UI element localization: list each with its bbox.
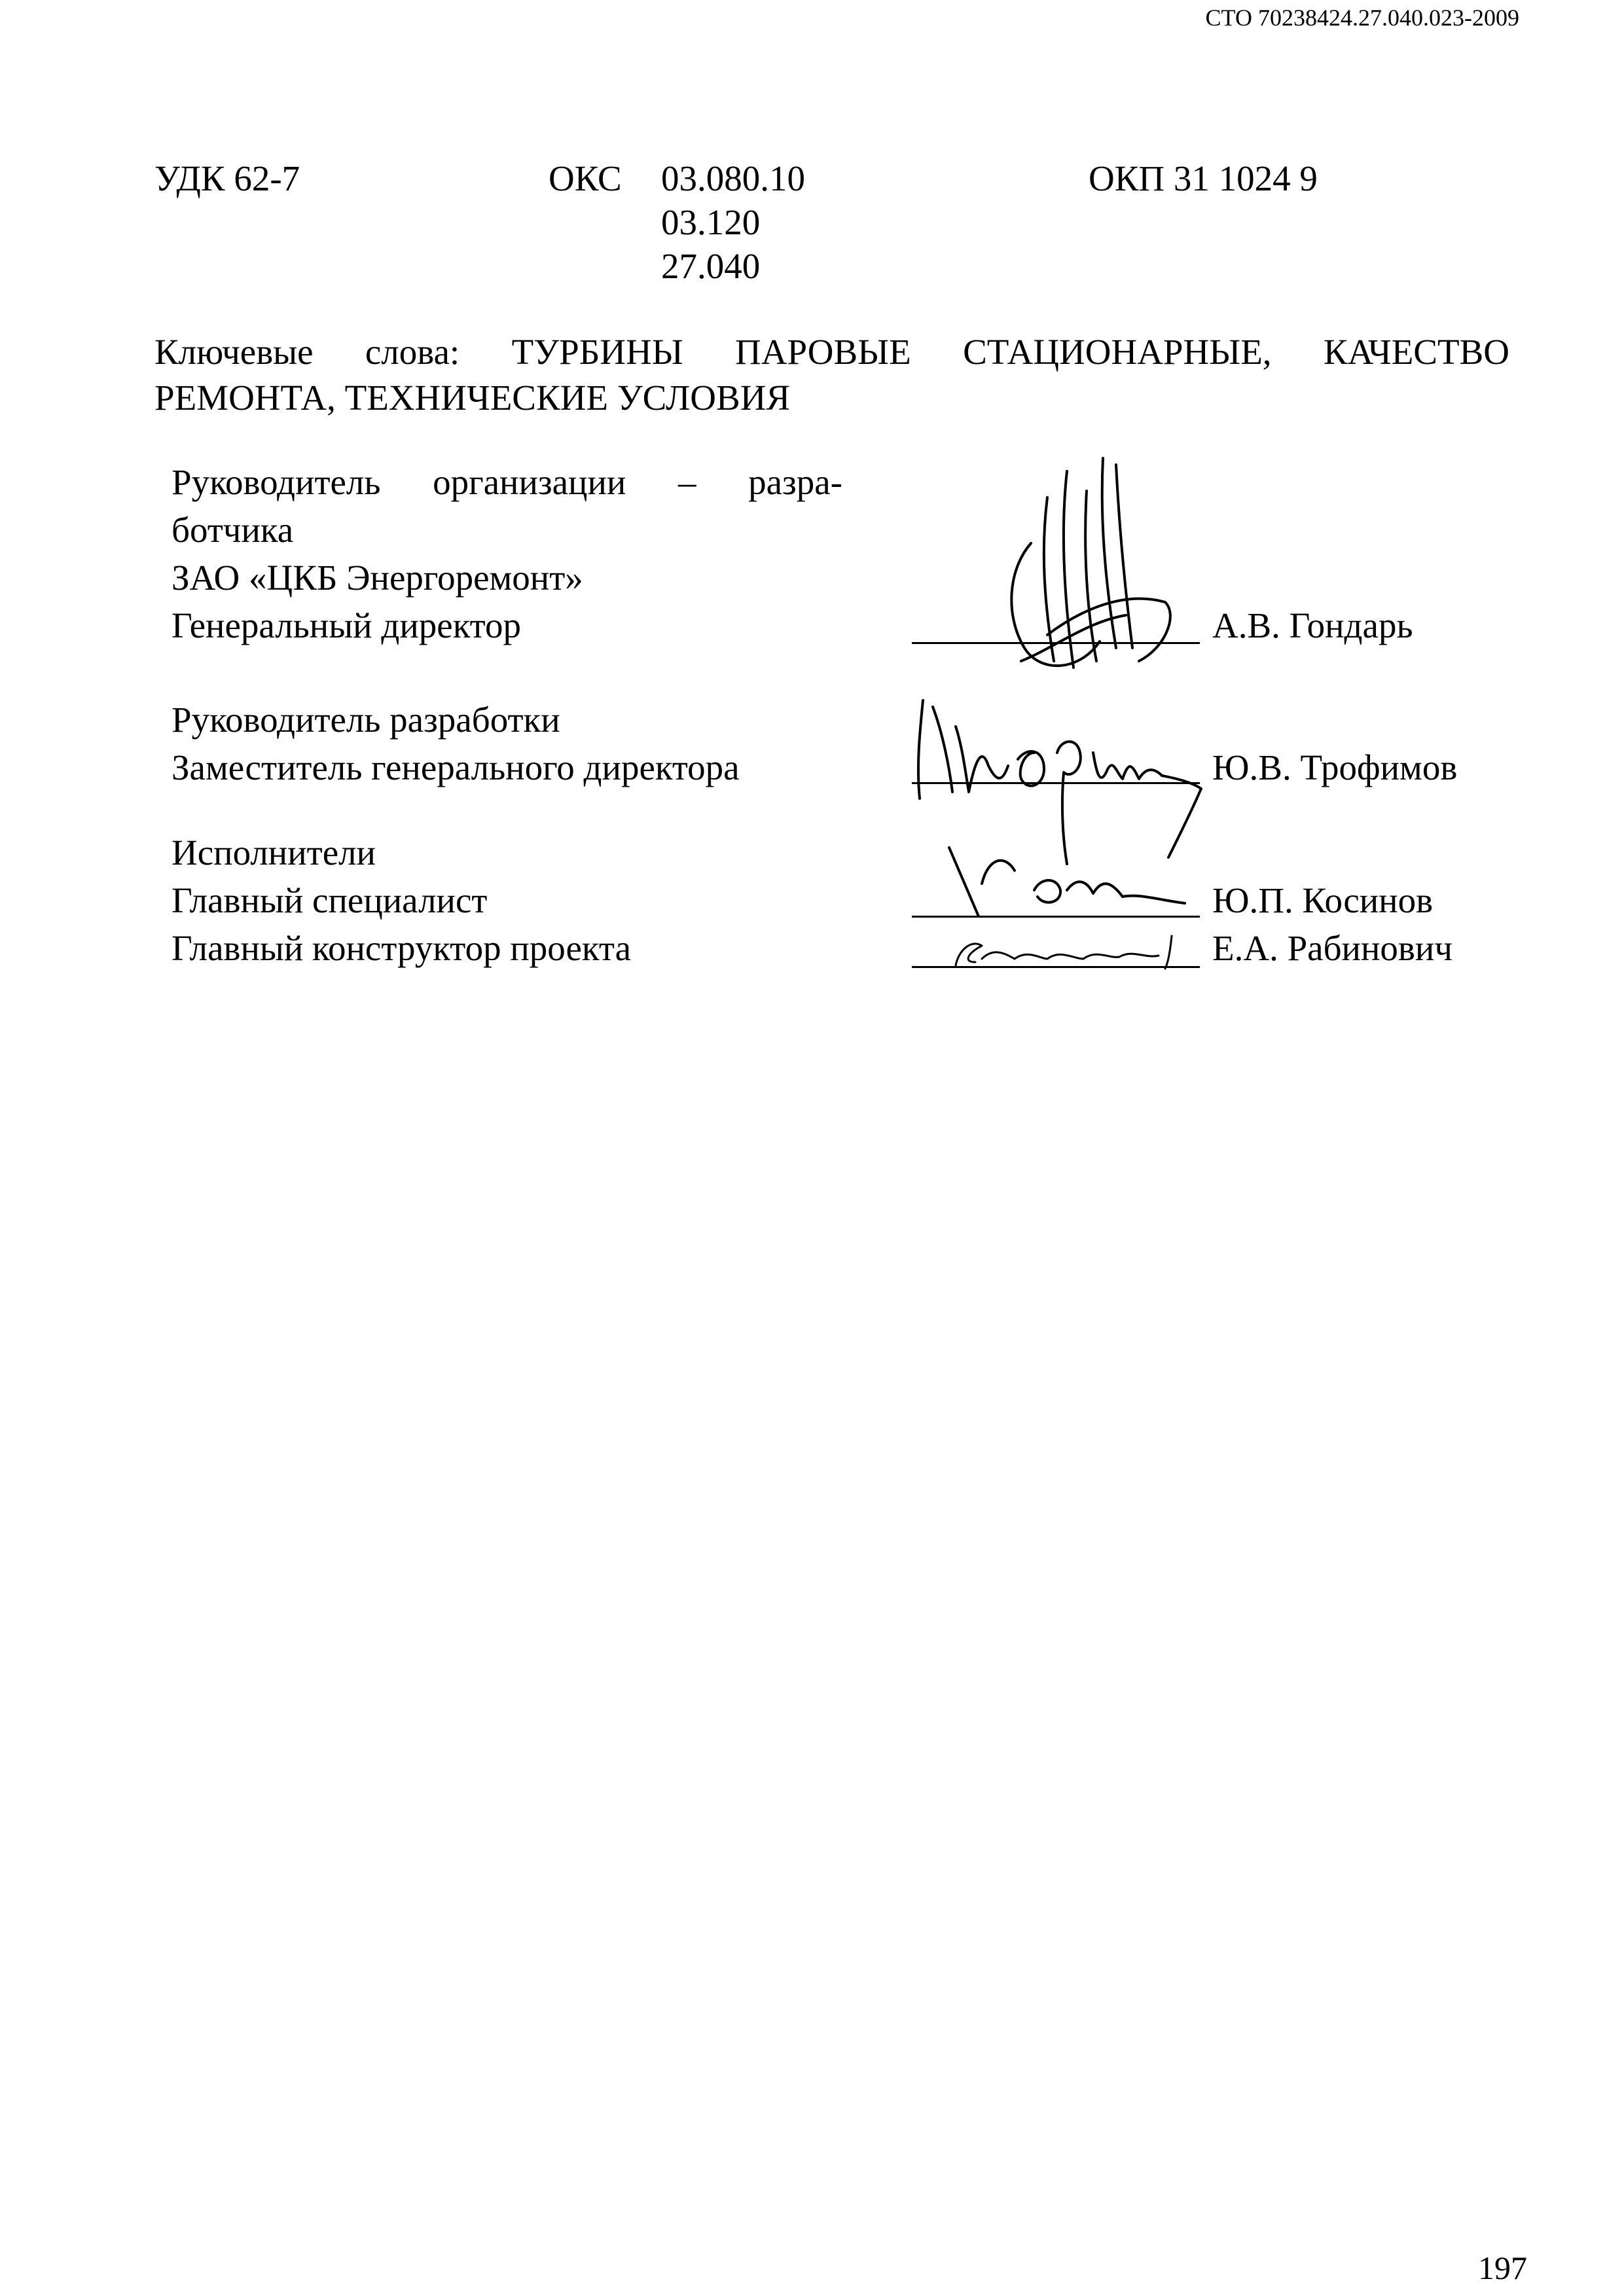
standard-number: СТО 70238424.27.040.023-2009: [1205, 5, 1519, 31]
dev-lead-title: Руководитель разработки: [171, 700, 560, 740]
executors-heading: Исполнители: [171, 833, 376, 872]
head-title-line-2: ботчика: [171, 510, 294, 550]
oks-label: ОКС: [549, 158, 622, 198]
executor-title-1: Главный специалист: [171, 880, 488, 920]
signature-rabinovich: [943, 929, 1204, 975]
oks-code-2: 03.120: [661, 202, 761, 242]
head-position: Генеральный директор: [171, 605, 521, 645]
keywords-block: [154, 329, 1509, 421]
name-rabinovich: Е.А. Рабинович: [1212, 928, 1453, 968]
executor-title-2: Главный конструктор проекта: [171, 928, 632, 968]
head-title-line-1: Руководитель организации – разра-: [171, 462, 842, 502]
head-organization: ЗАО «ЦКБ Энергоремонт»: [171, 558, 583, 598]
name-kosinov: Ю.П. Косинов: [1212, 880, 1434, 920]
page-number: 197: [1478, 2250, 1527, 2286]
udk-code: УДК 62-7: [154, 158, 300, 198]
signature-kosinov: [943, 844, 1204, 923]
signature-gondar: [969, 452, 1185, 700]
okp-code: ОКП 31 1024 9: [1089, 158, 1318, 198]
name-gondar: А.В. Гондарь: [1212, 605, 1413, 645]
name-trofimov: Ю.В. Трофимов: [1212, 747, 1458, 787]
oks-code-1: 03.080.10: [661, 158, 805, 198]
keywords-line-1: Ключевые слова: ТУРБИНЫ ПАРОВЫЕ СТАЦИОНАРНЫЕ, КАЧЕСТВО: [154, 332, 1509, 372]
oks-code-3: 27.040: [661, 246, 761, 286]
keywords-line-2: РЕМОНТА, ТЕХНИЧЕСКИЕ УСЛОВИЯ: [154, 378, 791, 418]
dev-lead-position: Заместитель генерального директора: [171, 747, 740, 787]
